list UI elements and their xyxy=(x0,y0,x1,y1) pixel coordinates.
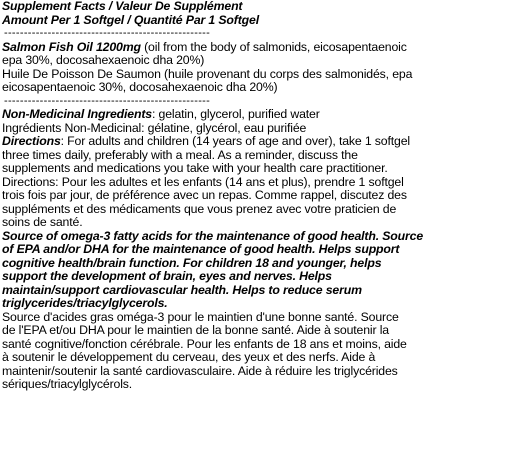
claims-section xyxy=(2,230,505,392)
directions-fr-2: trois fois par jour, de préférence avec un repas. Comme rappel, discutez des xyxy=(2,188,407,202)
directions-fr-4: soins de santé. xyxy=(2,215,83,229)
directions-label-en: Directions xyxy=(2,134,61,148)
directions-fr-1: Directions: Pour les adultes et les enfants (14 ans et plus), prendre 1 softgel xyxy=(2,174,404,189)
claims-fr-1: Source d'acides gras oméga-3 pour le maintien d'une bonne santé. Source xyxy=(2,309,399,324)
ingredient-en-line-1 xyxy=(2,41,505,55)
claims-fr-3: santé cognitive/fonction cérébrale. Pour les enfants de 18 ans et moins, aide xyxy=(2,336,407,351)
directions-en-3: supplements and medications you take with your health care practitioner. xyxy=(2,161,388,175)
ingredient-fr-1: Huile De Poisson De Saumon (huile provenant du corps des salmonidés, epa xyxy=(2,66,413,81)
medicinal-ingredient-section xyxy=(2,41,505,95)
non-medicinal-section xyxy=(2,108,505,135)
ingredient-detail-en-1: (oil from the body of salmonids, eicosapentaenoic xyxy=(140,39,407,54)
claims-fr-5: maintenir/soutenir la santé cardiovasculaire. Aide à réduire les triglycérides xyxy=(2,363,398,378)
directions-section xyxy=(2,135,505,230)
claims-en-5: maintain/support cardiovascular health. Helps to reduce serum xyxy=(2,282,362,297)
ingredient-fr-2: eicosapentaenoic 30%, docosahexaenoic dha 20%) xyxy=(2,80,278,94)
directions-fr-3: suppléments et des médicaments que vous prenez avec votre praticien de xyxy=(2,201,397,216)
claims-en-2: of EPA and/or DHA for the maintenance of good health. Helps support xyxy=(2,242,400,256)
claims-en-6: triglycerides/triacylglycerols. xyxy=(2,296,168,310)
label-title: Supplement Facts / Valeur De Supplément xyxy=(2,0,243,13)
claims-en-4: support the development of brain, eyes and nerves. Helps xyxy=(2,269,332,283)
directions-en-text-1: : For adults and children (14 years of age and over), take 1 softgel xyxy=(60,134,410,148)
directions-en-2: three times daily, preferably with a meal. As a reminder, discuss the xyxy=(2,147,358,162)
non-medicinal-label-en: Non-Medicinal Ingredients xyxy=(2,107,152,121)
ingredient-detail-en-2: epa 30%, docosahexaenoic dha 20%) xyxy=(2,53,205,67)
claims-fr-6: sériques/triacylglycérols. xyxy=(2,377,133,391)
separator-2: ---------------------------------------------------- xyxy=(4,94,211,107)
ingredient-name-en: Salmon Fish Oil 1200mg xyxy=(2,39,141,54)
directions-en-1 xyxy=(2,135,505,149)
non-medicinal-value-en: : gelatin, glycerol, purified water xyxy=(151,107,320,121)
claims-fr-4: à soutenir le développement du cerveau, des yeux et des nerfs. Aide à xyxy=(2,350,376,364)
non-medicinal-fr: Ingrédients Non-Medicinal: gélatine, glycérol, eau purifiée xyxy=(2,120,307,135)
claims-fr-2: de l'EPA et/ou DHA pour le maintien de la bonne santé. Aide à soutenir la xyxy=(2,323,389,337)
claims-en-1: Source of omega-3 fatty acids for the maintenance of good health. Source xyxy=(2,228,424,243)
claims-en-3: cognitive health/brain function. For children 18 and younger, helps xyxy=(2,255,382,270)
separator-1: ---------------------------------------------------- xyxy=(4,27,211,39)
non-medicinal-en xyxy=(2,108,505,122)
serving-size: Amount Per 1 Softgel / Quantité Par 1 Softgel xyxy=(2,12,259,27)
